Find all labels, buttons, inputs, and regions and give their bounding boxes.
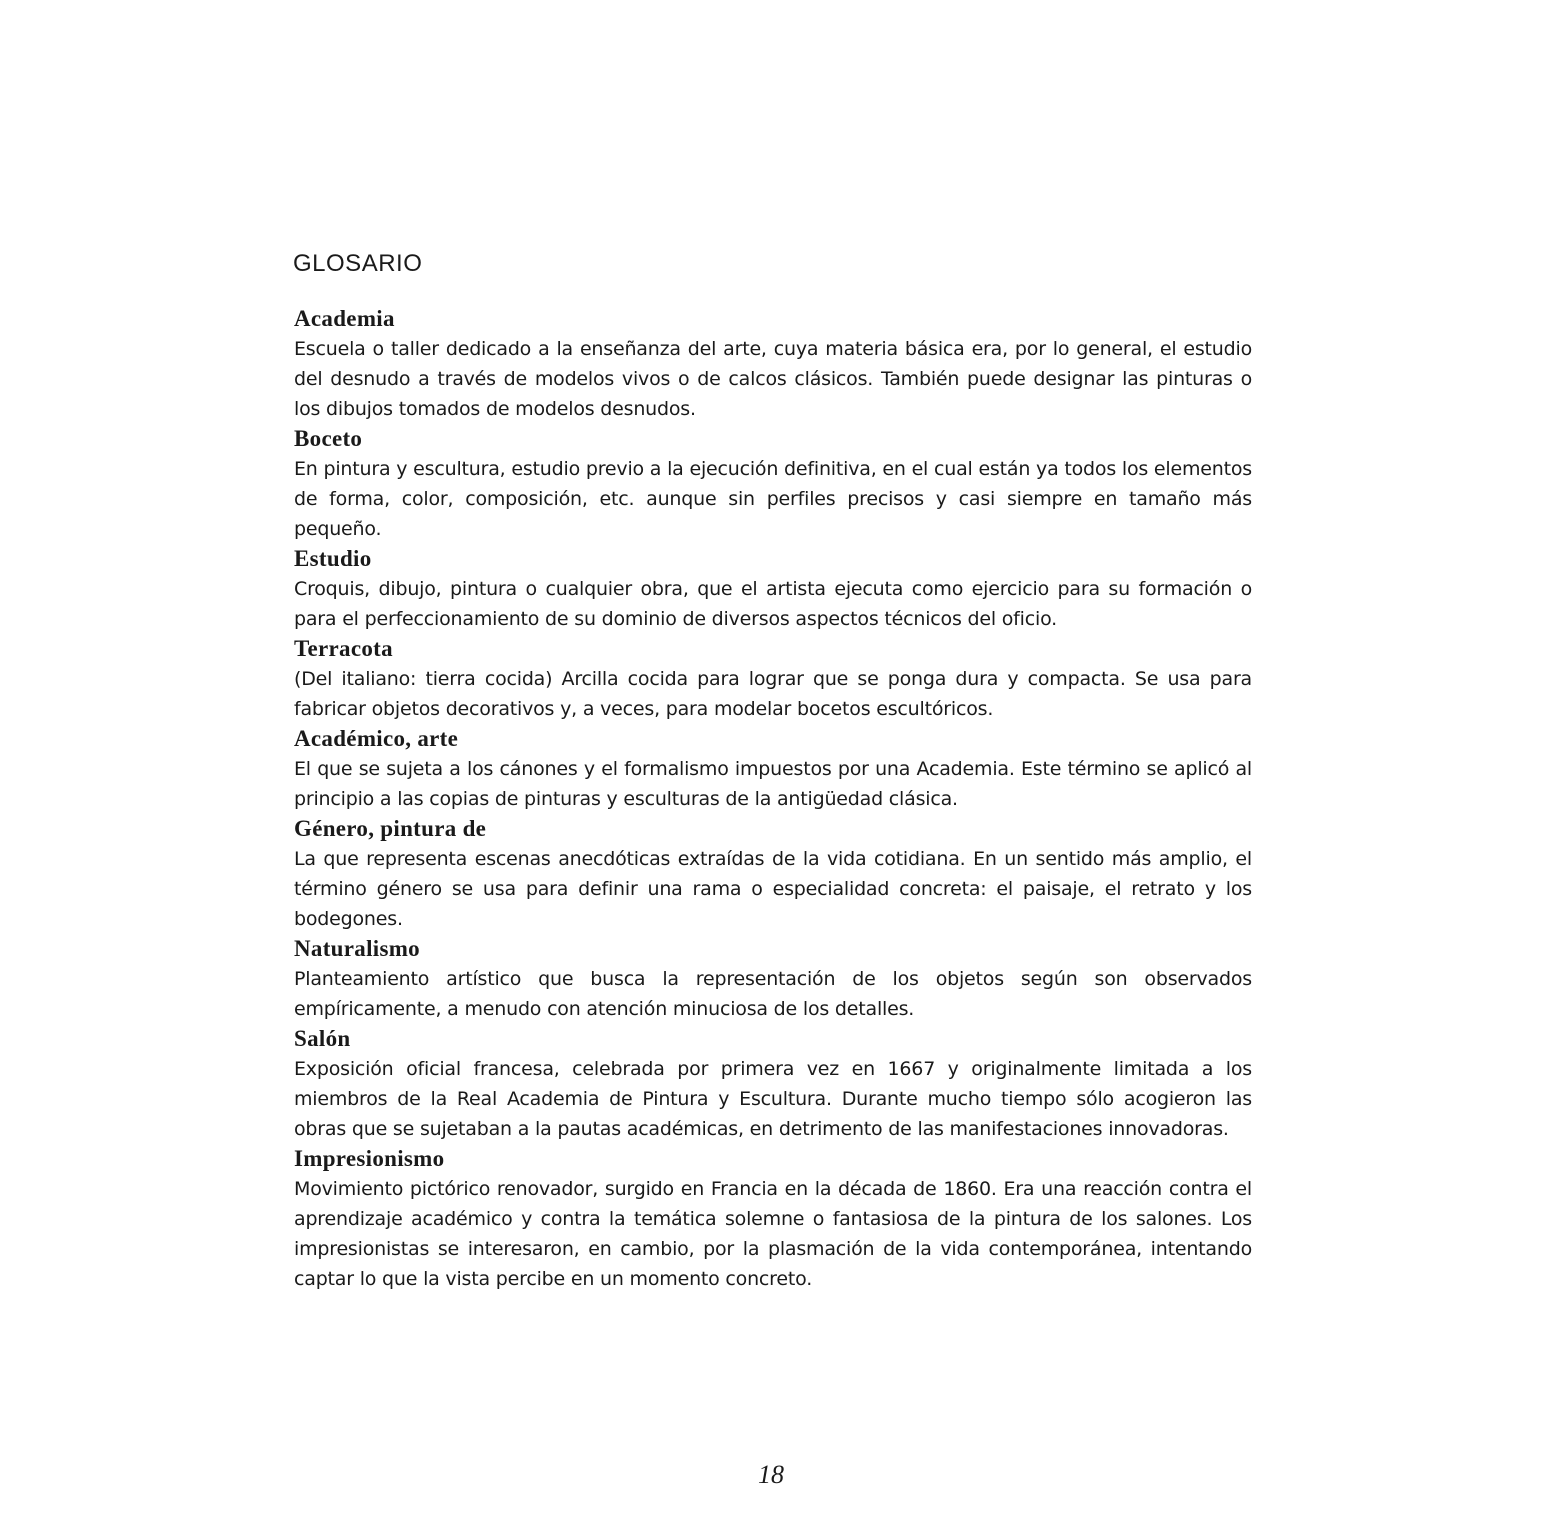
page-number: 18 [758,1460,784,1489]
glossary-term: Género, pintura de [294,816,487,841]
glossary-definition: Croquis, dibujo, pintura o cualquier obra, que el artista ejecuta como ejercicio para su formación o para el perfeccionamiento de su dominio de diversos aspectos técnicos del oficio. [294,578,1252,630]
glossary-entry-genero-pintura [294,814,1252,934]
glossary-term: Impresionismo [294,1146,445,1171]
glossary-entry-impresionismo [294,1144,1252,1294]
glossary-definition: (Del italiano: tierra cocida) Arcilla cocida para lograr que se ponga dura y compacta. Se usa para fabricar objetos decorativos y, a veces, para modelar bocetos escultóricos. [294,668,1252,720]
glossary-list [294,304,1252,1294]
glossary-definition: El que se sujeta a los cánones y el formalismo impuestos por una Academia. Este término se aplicó al principio a las copias de pinturas y esculturas de la antigüedad clásica. [294,758,1252,810]
glossary-entry-boceto [294,424,1252,544]
glossary-term: Academia [294,306,395,331]
glossary-entry-salon [294,1024,1252,1144]
glossary-term: Académico, arte [294,726,459,751]
glossary-definition: En pintura y escultura, estudio previo a la ejecución definitiva, en el cual están ya todos los elementos de forma, color, composición, etc. aunque sin perfiles precisos y casi siempre en tamaño más pequeño. [294,458,1252,540]
glossary-entry-academia [294,304,1252,424]
glossary-entry-academico-arte [294,724,1252,814]
glossary-definition: Escuela o taller dedicado a la enseñanza del arte, cuya materia básica era, por lo general, el estudio del desnudo a través de modelos vivos o de calcos clásicos. También puede designar las pinturas o los dibujos tomados de modelos desnudos. [294,338,1252,420]
glossary-term: Terracota [294,636,393,661]
glossary-term: Salón [294,1026,351,1051]
glossary-term: Estudio [294,546,372,571]
glossary-entry-terracota [294,634,1252,724]
glossary-term: Naturalismo [294,936,420,961]
glossary-definition: La que representa escenas anecdóticas extraídas de la vida cotidiana. En un sentido más amplio, el término género se usa para definir una rama o especialidad concreta: el paisaje, el retrato y los bodegones. [294,848,1252,930]
glossary-term: Boceto [294,426,363,451]
glossary-entry-estudio [294,544,1252,634]
glossary-definition: Movimiento pictórico renovador, surgido en Francia en la década de 1860. Era una reacción contra el aprendizaje académico y contra la temática solemne o fantasiosa de la pintura de los salones. Los impresionistas se interesaron, en cambio, por la plasmación de la vida contemporánea, intentando captar lo que la vista percibe en un momento concreto. [294,1178,1252,1290]
glossary-entry-naturalismo [294,934,1252,1024]
glossary-definition: Planteamiento artístico que busca la representación de los objetos según son observados empíricamente, a menudo con atención minuciosa de los detalles. [294,968,1252,1020]
glossary-definition: Exposición oficial francesa, celebrada por primera vez en 1667 y originalmente limitada a los miembros de la Real Academia de Pintura y Escultura. Durante mucho tiempo sólo acogieron las obras que se sujetaban a la pautas académicas, en detrimento de las manifestaciones innovadoras. [294,1058,1252,1140]
page-title: GLOSARIO [293,250,423,277]
